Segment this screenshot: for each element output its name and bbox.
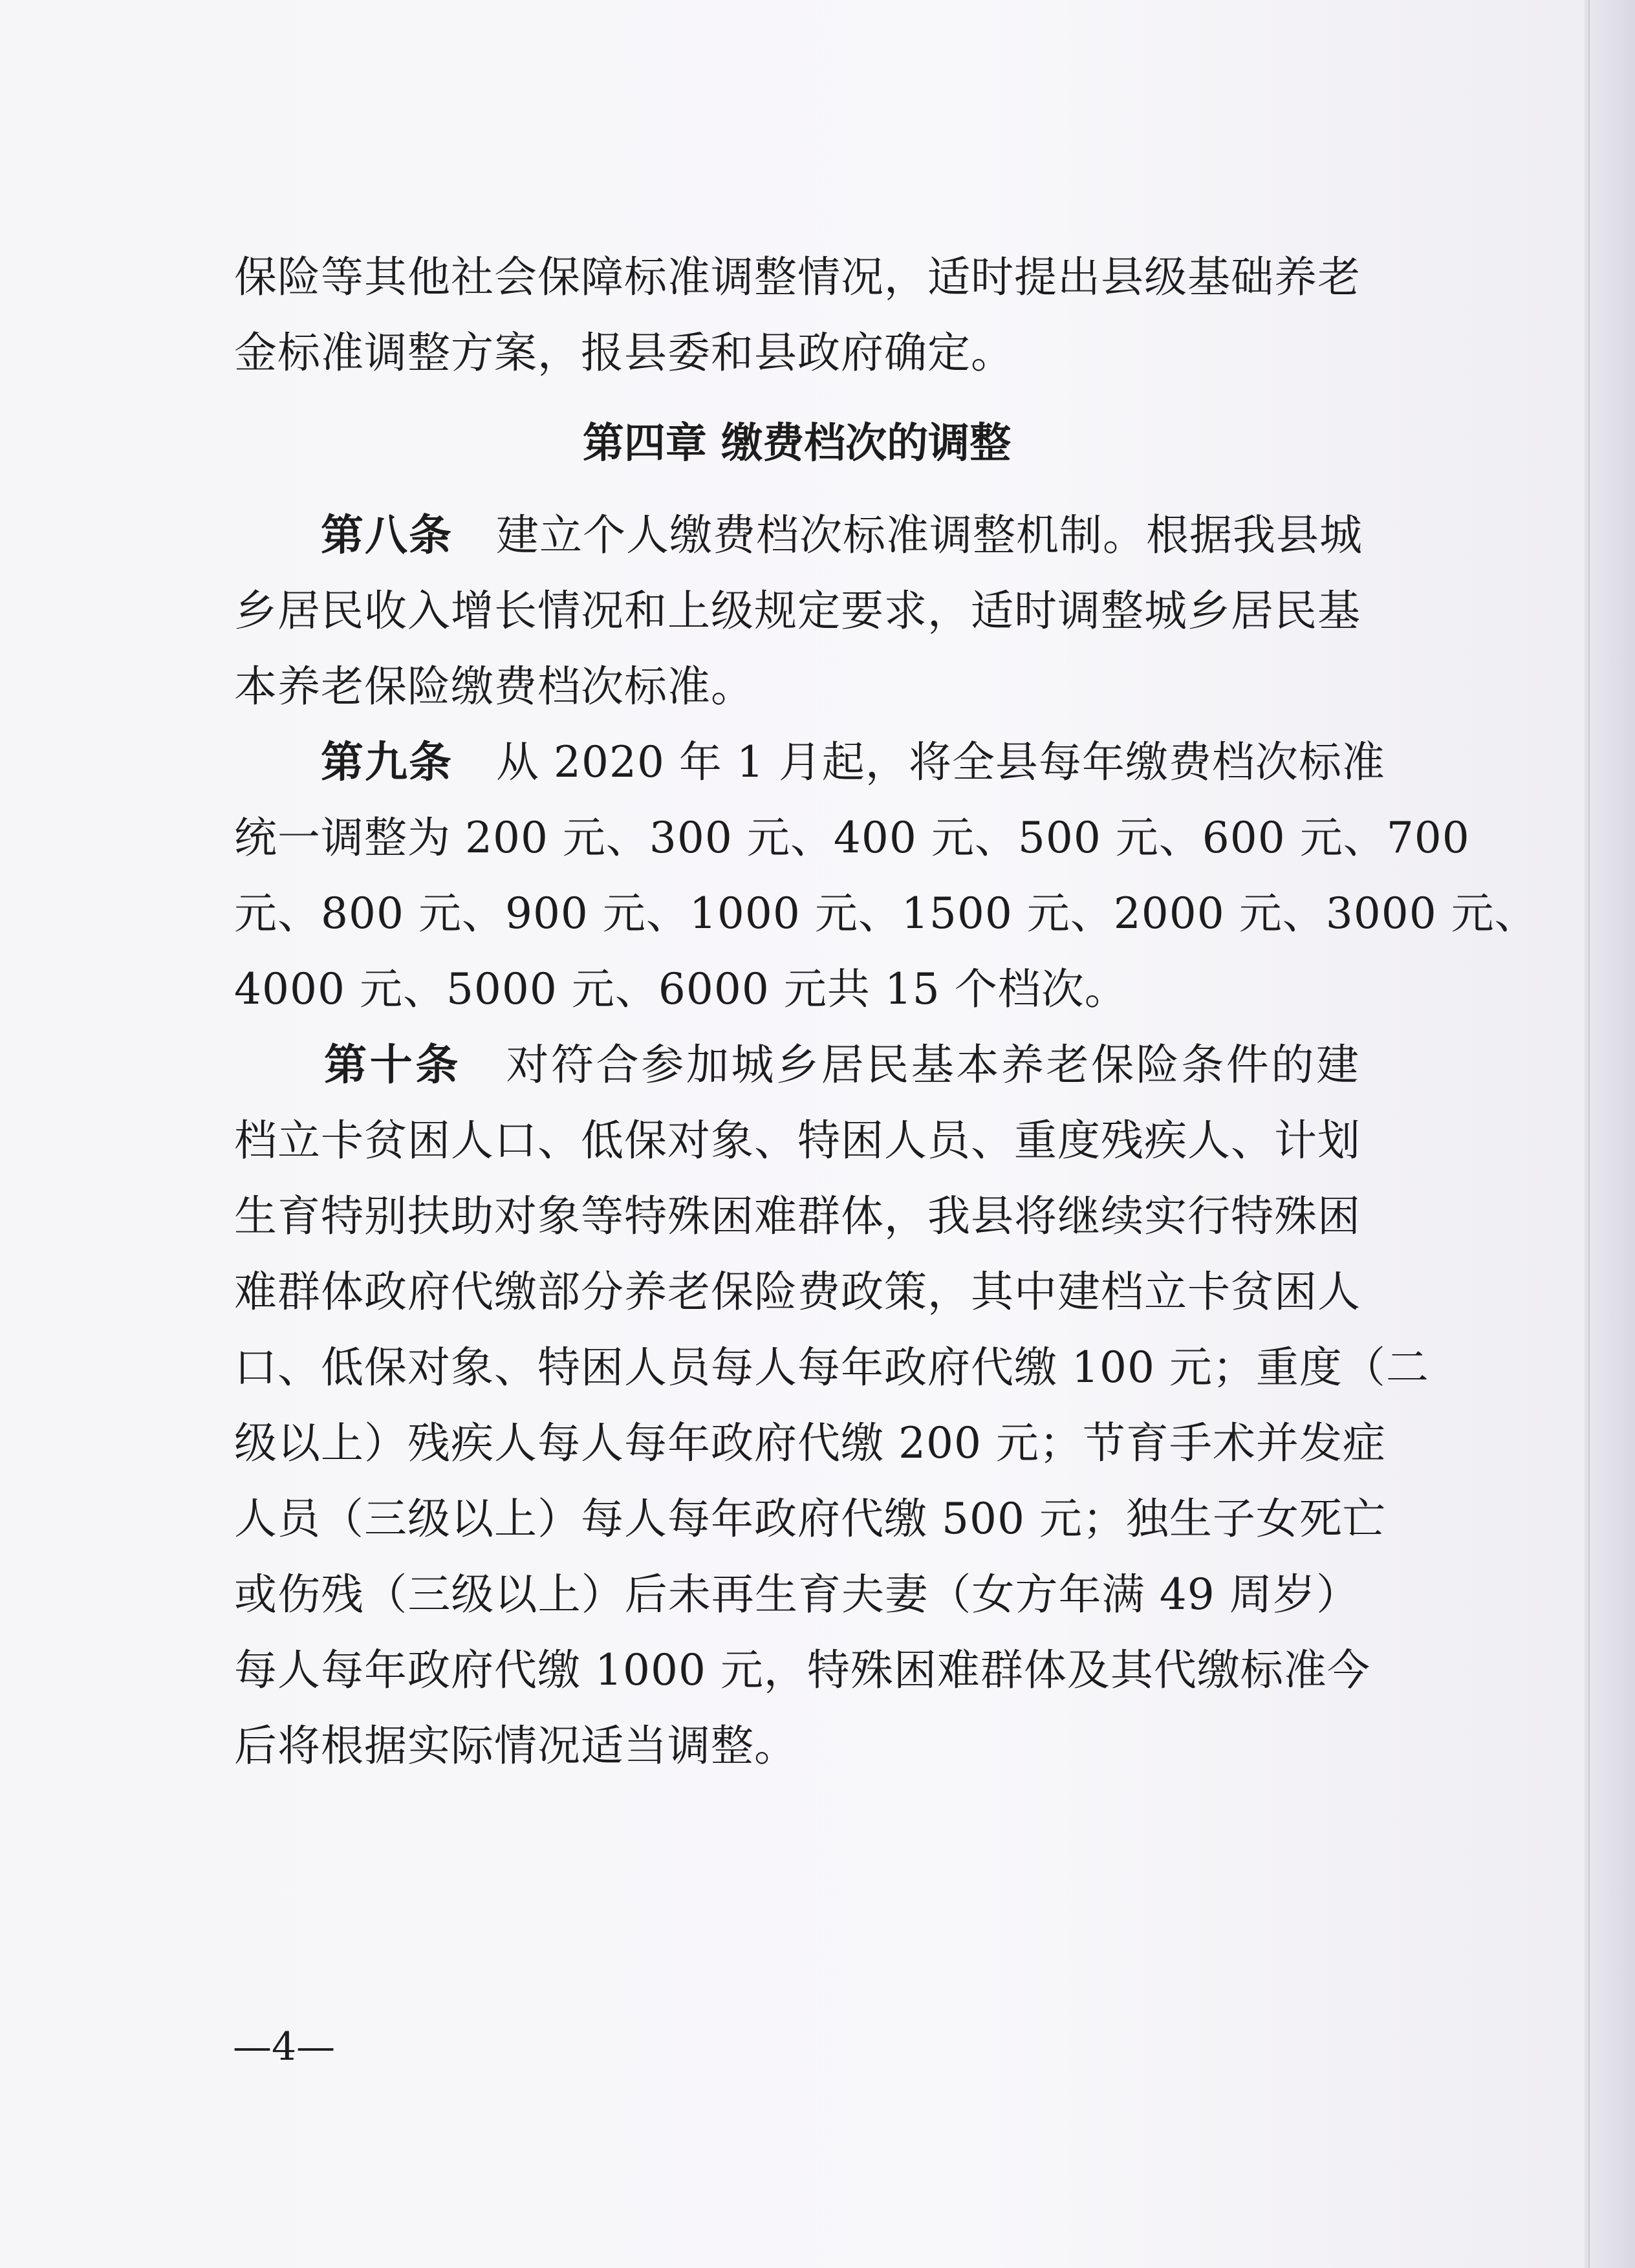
page-edge xyxy=(1588,0,1635,2268)
article-text: 建立个人缴费档次标准调整机制。根据我县城 xyxy=(496,510,1363,560)
page-number: —4— xyxy=(233,2024,336,2069)
text-line: 生育特别扶助对象等特殊困难群体，我县将继续实行特殊困 xyxy=(234,1191,1361,1241)
document-body xyxy=(234,239,1538,1784)
text-line: 后将根据实际情况适当调整。 xyxy=(234,1721,797,1771)
text-line: 人员（三级以上）每人每年政府代缴 500 元；独生子女死亡 xyxy=(234,1494,1386,1544)
text-line: 4000 元、5000 元、6000 元共 15 个档次。 xyxy=(234,964,1128,1014)
text-line: 金标准调整方案，报县委和县政府确定。 xyxy=(234,328,1014,378)
text-line: 统一调整为 200 元、300 元、400 元、500 元、600 元、700 xyxy=(234,813,1470,863)
article-label: 第九条 xyxy=(321,737,453,787)
text-line: 乡居民收入增长情况和上级规定要求，适时调整城乡居民基 xyxy=(234,586,1361,636)
text-line: 或伤残（三级以上）后未再生育夫妻（女方年满 49 周岁） xyxy=(234,1570,1359,1619)
article-first-line xyxy=(234,497,1363,573)
text-line: 保险等其他社会保障标准调整情况，适时提出县级基础养老 xyxy=(234,252,1361,302)
article-label: 第十条 xyxy=(324,1040,461,1090)
text-line: 每人每年政府代缴 1000 元，特殊困难群体及其代缴标准今 xyxy=(234,1645,1370,1695)
text-line: 本养老保险缴费档次标准。 xyxy=(234,662,754,711)
article-first-line xyxy=(234,724,1385,800)
article-label: 第八条 xyxy=(321,510,453,560)
text-line: 档立卡贫困人口、低保对象、特困人员、重度残疾人、计划 xyxy=(234,1116,1361,1165)
text-line: 元、800 元、900 元、1000 元、1500 元、2000 元、3000 元、 xyxy=(234,889,1538,938)
text-line: 口、低保对象、特困人员每人每年政府代缴 100 元；重度（二 xyxy=(234,1343,1429,1392)
article-first-line xyxy=(234,1027,1359,1103)
article-text: 从 2020 年 1 月起，将全县每年缴费档次标准 xyxy=(496,737,1385,787)
text-line: 级以上）残疾人每人每年政府代缴 200 元；节育手术并发症 xyxy=(234,1418,1386,1468)
text-line: 难群体政府代缴部分养老保险费政策，其中建档立卡贫困人 xyxy=(234,1267,1361,1317)
chapter-heading: 第四章 缴费档次的调整 xyxy=(582,420,1012,468)
article-text: 对符合参加城乡居民基本养老保险条件的建 xyxy=(506,1040,1360,1090)
